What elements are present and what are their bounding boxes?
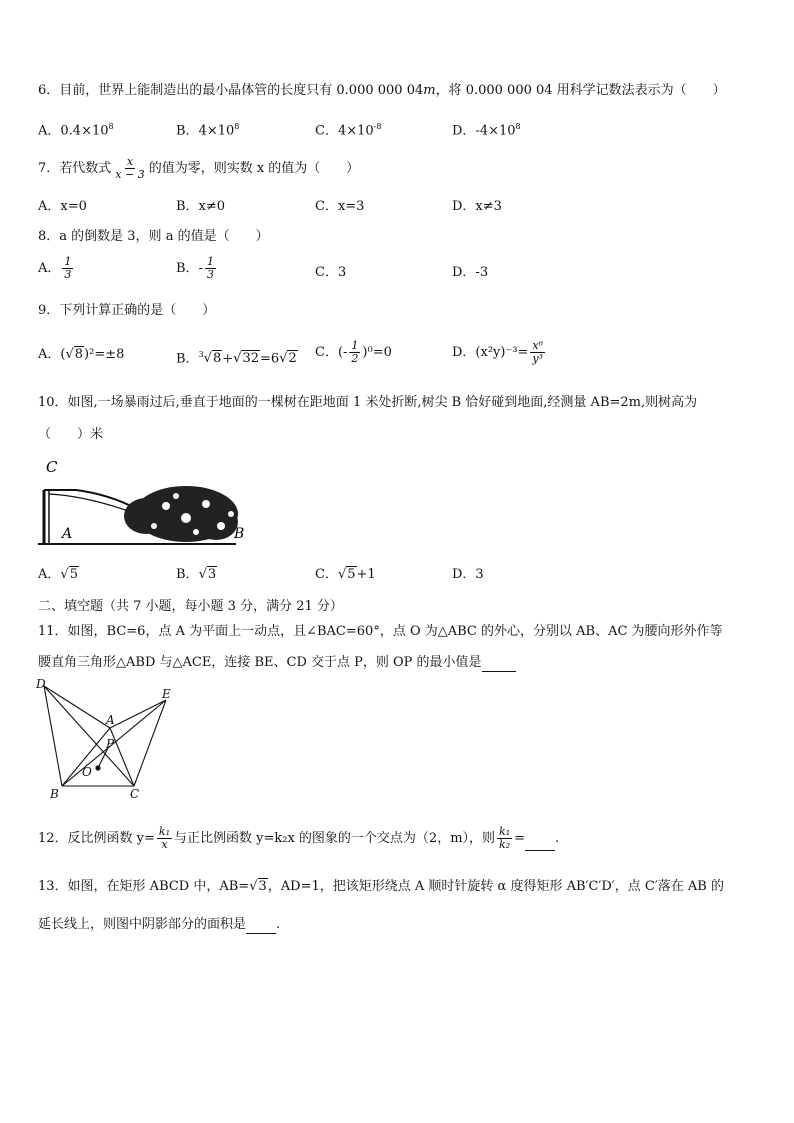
q7-option-b: B．x≠0: [176, 199, 226, 214]
label-o: O: [82, 765, 92, 779]
q13-line1: 13．如图，在矩形 ABCD 中，AB=√3，AD=1，把该矩形绕点 A 顺时针旋转 α 度得矩形 AB′C′D′，点 C′落在 AB 的: [38, 879, 724, 894]
q10-option-b: B．√3: [176, 567, 217, 582]
q11-triangle-figure: [36, 676, 186, 802]
q12-fraction-k1-x: $\frac{\text{k₁}}{x}$: [158, 825, 170, 851]
q6-unit: m: [423, 83, 436, 98]
q9-stem: 9．下列计算正确的是（ ）: [38, 303, 216, 318]
q7-option-c: C．x=3: [315, 199, 365, 214]
q13-answer-blank[interactable]: [246, 921, 276, 934]
tree-foliage: [124, 486, 238, 542]
q10-stem-line1: 10．如图,一场暴雨过后,垂直于地面的一棵树在距地面 1 米处折断,树尖 B 恰好碰到地面,经测量 AB=2m,则树高为: [38, 395, 698, 410]
q11-line1: 11．如图，BC=6，点 A 为平面上一动点，且∠BAC=60°，点 O 为△ABC 的外心，分别以 AB、AC 为腰向形外作等: [38, 624, 723, 639]
q6-option-c: C．$4\times 10^{-8}$: [315, 122, 382, 139]
q6-option-b: B．$4\times 10^8$: [176, 122, 240, 139]
q7-stem: 7．若代数式 $\frac{x}{x - 3}$ 的值为零，则实数 x 的值为（ ）: [38, 155, 360, 181]
q9-option-d: D．(x²y)⁻³= $\frac{\text{x⁶}}{\text{y³}}$: [452, 339, 544, 365]
q10-option-c: C．√5+1: [315, 567, 376, 582]
q10-broken-tree-figure: [36, 456, 256, 548]
q6-option-d: D．$-4\times 10^8$: [452, 122, 521, 139]
section-2-heading: 二、填空题（共 7 小题，每小题 3 分，满分 21 分）: [38, 599, 343, 614]
q7-fraction: $\frac{x}{x - 3}$: [115, 155, 145, 181]
point-o: [95, 765, 100, 770]
label-c: C: [46, 458, 58, 476]
q11-answer-blank[interactable]: [482, 659, 516, 672]
q6-stem: 6．目前，世界上能制造出的最小晶体管的长度只有 0.000 000 04m，将 0.000 000 04 用科学记数法表示为（ ）: [38, 83, 726, 98]
q13-line2: 延长线上，则图中阴影部分的面积是 .: [38, 917, 281, 932]
broken-trunk: [44, 490, 131, 506]
q6-option-a: A．$0.4\times 10^8$: [38, 122, 114, 139]
label-b: B: [50, 787, 59, 801]
q11-line2: 腰直角三角形△ABD 与△ACE，连接 BE、CD 交于点 P，则 OP 的最小值是: [38, 654, 516, 672]
q9-option-b: B．$^3$√8+√32=6√2: [176, 350, 297, 367]
label-e: E: [162, 687, 171, 701]
q10-stem-line2: （ ）米: [38, 427, 104, 442]
q9-option-c: C．(- $\frac{1}{2}$ )⁰=0: [315, 339, 392, 365]
label-p: P: [106, 737, 115, 751]
q8-option-b: B．- $\frac{1}{3}$: [176, 255, 214, 281]
q12-stem: 12．反比例函数 y= $\frac{\text{k₁}}{x}$ 与正比例函数 y=k₂x 的图象的一个交点为（2，m），则 $\frac{\text{k₁}}{\text{k₂}}$ = .: [38, 825, 560, 851]
label-a: A: [62, 526, 73, 542]
q10-option-a: A．√5: [38, 567, 78, 582]
q8-option-a: A． $\frac{1}{3}$: [38, 255, 72, 281]
q8-option-d: D．-3: [452, 265, 489, 280]
label-c: C: [130, 787, 140, 801]
q10-option-d: D．3: [452, 567, 484, 582]
q12-answer-blank[interactable]: [525, 838, 555, 851]
q12-fraction-k1-k2: $\frac{\text{k₁}}{\text{k₂}}$: [499, 825, 511, 851]
q7-option-d: D．x≠3: [452, 199, 502, 214]
q7-option-a: A．x=0: [38, 199, 87, 214]
q8-stem: 8．a 的倒数是 3，则 a 的值是（ ）: [38, 229, 269, 244]
label-a: A: [106, 713, 115, 727]
label-d: D: [36, 677, 46, 691]
q9-option-a: A．(√8)²=±8: [38, 347, 125, 362]
label-b: B: [234, 526, 245, 542]
q8-option-c: C．3: [315, 265, 347, 280]
